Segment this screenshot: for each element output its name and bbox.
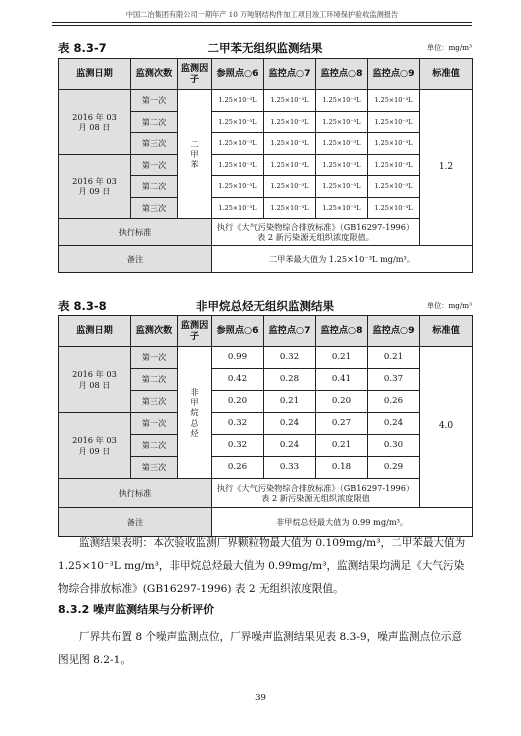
times-cell: 第一次 <box>131 90 178 112</box>
times-cell: 第二次 <box>131 435 178 457</box>
value-cell: 0.33 <box>264 457 316 479</box>
value-cell: 0.42 <box>212 369 264 391</box>
table1-header-row <box>59 59 473 90</box>
col-std-header: 标准值 <box>420 59 473 90</box>
times-cell: 第一次 <box>131 154 178 176</box>
value-cell: 0.24 <box>264 435 316 457</box>
col-ref-header: 参照点○6 <box>212 59 264 90</box>
page-header: 中国二冶集团有限公司一期年产 10 万吨钢结构件加工项目竣工环境保护验收监测报告 <box>125 10 399 19</box>
col-times-header: 监测次数 <box>131 59 178 90</box>
col-c7-header: 监控点○7 <box>264 316 316 347</box>
table1-title: 二甲苯无组织监测结果 <box>207 41 323 55</box>
exec-text: 执行《大气污染物综合排放标准》（GB16297-1996）表 2 新污染源无组织浓度限值 <box>212 479 420 508</box>
date-cell: 2016 年 03 月 09 日 <box>59 154 131 219</box>
table2 <box>58 315 473 537</box>
value-cell: 1.25×10⁻³L <box>368 176 420 198</box>
table1-number: 表 8.3-7 <box>58 41 107 55</box>
table-row <box>59 90 473 112</box>
table2-number: 表 8.3-8 <box>58 299 107 313</box>
value-cell: 1.25×10⁻³L <box>264 154 316 176</box>
value-cell: 1.25×10⁻³L <box>316 111 368 133</box>
value-cell: 0.28 <box>264 369 316 391</box>
value-cell: 1.25×10⁻³L <box>368 154 420 176</box>
header-rule <box>52 22 472 23</box>
col-factor-header: 监测因子 <box>178 316 212 347</box>
standard-cell: 4.0 <box>420 347 473 508</box>
value-cell: 0.24 <box>264 413 316 435</box>
conclusion-paragraph: 监测结果表明：本次验收监测厂界颗粒物最大值为 0.109mg/m³，二甲苯最大值为 1.25×10⁻³L mg/m³，非甲烷总烃最大值为 0.99mg/m³，监测结果均满足《大气污染物综合排放标准》(GB16297-1996) 表 2 无组织浓度限值。 <box>58 537 466 595</box>
value-cell: 0.32 <box>212 413 264 435</box>
table-row <box>59 154 473 176</box>
value-cell: 1.25×10⁻³L <box>368 90 420 112</box>
remark-text: 二甲苯最大值为 1.25×10⁻³L mg/m³。 <box>212 246 473 273</box>
col-c8-header: 监控点○8 <box>316 59 368 90</box>
noise-paragraph: 厂界共布置 8 个噪声监测点位，厂界噪声监测结果见表 8.3-9，噪声监测点位示意图见图 8.2-1。 <box>58 631 463 666</box>
section-heading: 8.3.2 噪声监测结果与分析评价 <box>58 603 215 616</box>
times-cell: 第三次 <box>131 197 178 219</box>
table2-header-row <box>59 316 473 347</box>
col-c9-header: 监控点○9 <box>368 59 420 90</box>
value-cell: 0.30 <box>368 435 420 457</box>
value-cell: 1.25×10⁻³L <box>316 197 368 219</box>
col-factor-header: 监测因子 <box>178 59 212 90</box>
times-cell: 第二次 <box>131 176 178 198</box>
remark-text: 非甲烷总烃最大值为 0.99 mg/m³。 <box>212 508 473 537</box>
times-cell: 第一次 <box>131 413 178 435</box>
value-cell: 0.20 <box>212 391 264 413</box>
value-cell: 1.25×10⁻³L <box>316 90 368 112</box>
remark-label: 备注 <box>59 246 212 273</box>
col-c7-header: 监控点○7 <box>264 59 316 90</box>
table2-unit: 单位：mg/m³ <box>426 301 472 310</box>
value-cell: 0.24 <box>368 413 420 435</box>
value-cell: 1.25×10⁻³L <box>212 176 264 198</box>
times-cell: 第三次 <box>131 457 178 479</box>
value-cell: 1.25×10⁻³L <box>264 133 316 155</box>
value-cell: 1.25×10⁻³L <box>264 197 316 219</box>
value-cell: 1.25×10⁻³L <box>264 111 316 133</box>
value-cell: 1.25×10⁻³L <box>316 154 368 176</box>
exec-label: 执行标准 <box>59 479 212 508</box>
value-cell: 0.26 <box>368 391 420 413</box>
times-cell: 第二次 <box>131 111 178 133</box>
table2-caption <box>58 298 472 314</box>
times-cell: 第三次 <box>131 133 178 155</box>
value-cell: 0.20 <box>316 391 368 413</box>
col-std-header: 标准值 <box>420 316 473 347</box>
standard-cell: 1.2 <box>420 90 473 246</box>
value-cell: 1.25×10⁻³L <box>212 154 264 176</box>
page-number: 39 <box>255 693 266 703</box>
table-row <box>59 347 473 369</box>
value-cell: 0.27 <box>316 413 368 435</box>
table2-title: 非甲烷总烃无组织监测结果 <box>196 299 334 313</box>
exec-standard-row <box>59 219 473 246</box>
table1-caption <box>58 40 472 56</box>
value-cell: 1.25×10⁻³L <box>264 176 316 198</box>
value-cell: 0.21 <box>368 347 420 369</box>
value-cell: 1.25×10⁻³L <box>368 111 420 133</box>
value-cell: 1.25×10⁻³L <box>212 111 264 133</box>
value-cell: 0.26 <box>212 457 264 479</box>
value-cell: 0.99 <box>212 347 264 369</box>
header-rule-thin <box>52 25 472 26</box>
value-cell: 0.41 <box>316 369 368 391</box>
remark-label: 备注 <box>59 508 212 537</box>
date-cell: 2016 年 03 月 08 日 <box>59 90 131 155</box>
value-cell: 1.25×10⁻³L <box>212 197 264 219</box>
col-times-header: 监测次数 <box>131 316 178 347</box>
value-cell: 1.25×10⁻³L <box>212 90 264 112</box>
value-cell: 1.25×10⁻³L <box>368 197 420 219</box>
col-date-header: 监测日期 <box>59 59 131 90</box>
value-cell: 1.25×10⁻³L <box>316 133 368 155</box>
col-date-header: 监测日期 <box>59 316 131 347</box>
date-cell: 2016 年 03 月 09 日 <box>59 413 131 479</box>
col-ref-header: 参照点○6 <box>212 316 264 347</box>
exec-text: 执行《大气污染物综合排放标准》（GB16297-1996）表 2 新污染源无组织浓度限值。 <box>212 219 420 246</box>
col-c9-header: 监控点○9 <box>368 316 420 347</box>
factor-cell: 非甲烷总烃 <box>178 347 212 479</box>
table1 <box>58 58 473 273</box>
factor-cell: 二甲苯 <box>178 90 212 219</box>
value-cell: 0.18 <box>316 457 368 479</box>
times-cell: 第二次 <box>131 369 178 391</box>
value-cell: 0.21 <box>316 435 368 457</box>
exec-standard-row <box>59 479 473 508</box>
value-cell: 0.32 <box>264 347 316 369</box>
times-cell: 第三次 <box>131 391 178 413</box>
col-c8-header: 监控点○8 <box>316 316 368 347</box>
value-cell: 0.32 <box>212 435 264 457</box>
remark-row <box>59 246 473 273</box>
value-cell: 1.25×10⁻³L <box>316 176 368 198</box>
value-cell: 0.29 <box>368 457 420 479</box>
table1-unit: 单位：mg/m³ <box>426 43 472 52</box>
value-cell: 1.25×10⁻³L <box>212 133 264 155</box>
times-cell: 第一次 <box>131 347 178 369</box>
value-cell: 0.21 <box>316 347 368 369</box>
value-cell: 0.37 <box>368 369 420 391</box>
value-cell: 1.25×10⁻³L <box>368 133 420 155</box>
table-row <box>59 413 473 435</box>
value-cell: 1.25×10⁻³L <box>264 90 316 112</box>
date-cell: 2016 年 03 月 08 日 <box>59 347 131 413</box>
value-cell: 0.21 <box>264 391 316 413</box>
exec-label: 执行标准 <box>59 219 212 246</box>
